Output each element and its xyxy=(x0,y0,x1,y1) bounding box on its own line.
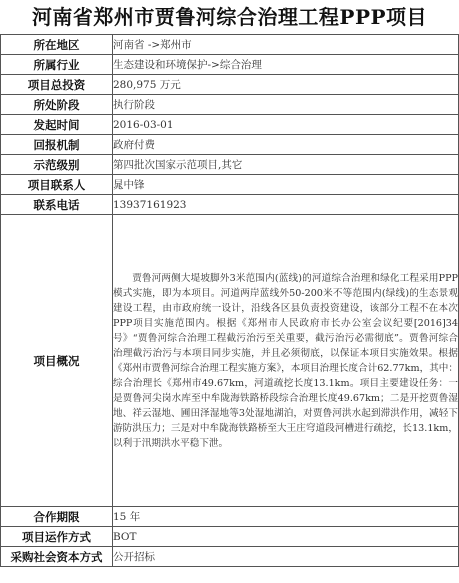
table-row xyxy=(1,95,459,115)
row-label-overview: 项目概况 xyxy=(1,215,113,507)
row-value-return: 政府付费 xyxy=(113,135,459,155)
row-label-demo-level: 示范级别 xyxy=(1,155,113,175)
table-row xyxy=(1,135,459,155)
table-row-overview xyxy=(1,215,459,507)
table-row xyxy=(1,115,459,135)
row-value-industry: 生态建设和环境保护->综合治理 xyxy=(113,55,459,75)
table-row xyxy=(1,527,459,547)
row-label-contact: 项目联系人 xyxy=(1,175,113,195)
row-label-industry: 所属行业 xyxy=(1,55,113,75)
row-value-investment: 280,975 万元 xyxy=(113,75,459,95)
row-label-stage: 所处阶段 xyxy=(1,95,113,115)
table-row xyxy=(1,35,459,55)
row-label-phone: 联系电话 xyxy=(1,195,113,215)
row-label-return: 回报机制 xyxy=(1,135,113,155)
row-value-contact: 晁中锋 xyxy=(113,175,459,195)
project-info-table xyxy=(0,34,459,567)
row-label-operation: 项目运作方式 xyxy=(1,527,113,547)
row-value-term: 15 年 xyxy=(113,507,459,527)
table-row xyxy=(1,195,459,215)
table-row xyxy=(1,75,459,95)
row-value-procurement: 公开招标 xyxy=(113,547,459,567)
table-row xyxy=(1,547,459,567)
row-value-demo-level: 第四批次国家示范项目,其它 xyxy=(113,155,459,175)
row-value-stage: 执行阶段 xyxy=(113,95,459,115)
page-title: 河南省郑州市贾鲁河综合治理工程PPP项目 xyxy=(31,5,428,29)
table-row xyxy=(1,175,459,195)
row-label-start-date: 发起时间 xyxy=(1,115,113,135)
row-label-procurement: 采购社会资本方式 xyxy=(1,547,113,567)
row-value-operation: BOT xyxy=(113,527,459,547)
project-overview-text: 贾鲁河两侧大堤坡脚外3米范围内(蓝线)的河道综合治理和绿化工程采用PPP模式实施，即为本项目。河道两岸蓝线外50-200米不等范围内(绿线)的生态景观建设工程，由市政府统一设计，沿线各区县负责投资建设，该部分工程不在本次PPP项目实施范围内。根据《郑州市人民政府市长办公室会议纪要[2016]34号》“贾鲁河综合治理工程截污治污至关重要，截污治污必需彻底”。贾鲁河综合治理截污治污与本项目同步实施，并且必须彻底，以保证本项目实施效果。根据《郑州市贾鲁河综合治理工程实施方案》，本项目治理长度合计62.77km，其中：综合治理长《郑州市49.67km，河道疏挖长度13.1km。项目主要建设任务：一是贾鲁河尖岗水库至中牟陇海铁路桥段综合治理长度49.67km；二是开挖贾鲁湿地、祥云湿地、圃田泽湿地等3处湿地湖泊，对贾鲁河洪水起到滞洪作用，减轻下游防洪压力；三是对中牟陇海铁路桥至大王庄穹道段河槽进行疏挖，长13.1km，以利于汛期洪水平稳下泄。 xyxy=(113,215,459,507)
row-value-region: 河南省 ->郑州市 xyxy=(113,35,459,55)
row-label-investment: 项目总投资 xyxy=(1,75,113,95)
table-row xyxy=(1,507,459,527)
row-label-region: 所在地区 xyxy=(1,35,113,55)
row-value-start-date: 2016-03-01 xyxy=(113,115,459,135)
table-row xyxy=(1,155,459,175)
row-value-phone: 13937161923 xyxy=(113,195,459,215)
row-label-term: 合作期限 xyxy=(1,507,113,527)
table-row xyxy=(1,55,459,75)
